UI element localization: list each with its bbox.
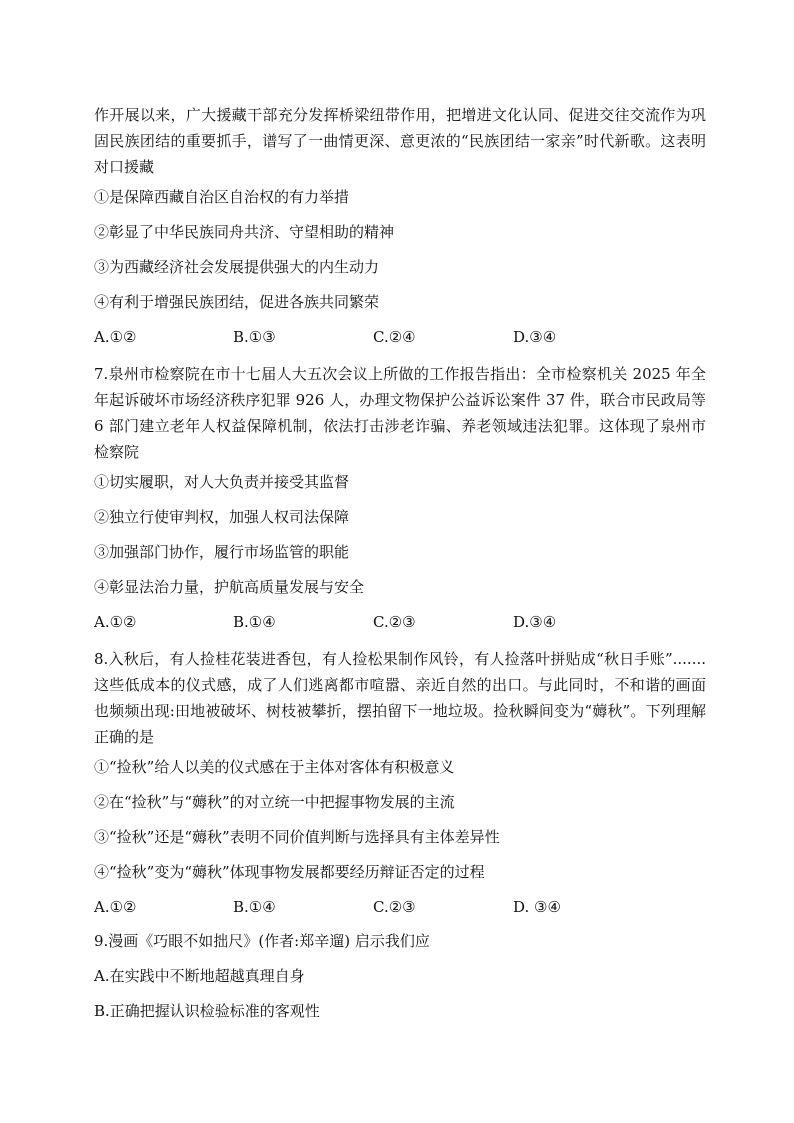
question-9-option-b: B.正确把握认识检验标准的客观性 — [94, 1002, 320, 1020]
question-8-choice-b: B.①④ — [233, 898, 276, 916]
question-6-option-4: ④有利于增强民族团结，促进各族共同繁荣 — [94, 293, 380, 311]
question-9-option-a: A.在实践中不断地超越真理自身 — [94, 967, 305, 985]
question-9 — [94, 931, 706, 1021]
question-7-option-2: ②独立行使审判权，加强人权司法保障 — [94, 508, 350, 526]
question-7-choice-c: C.②③ — [373, 613, 416, 631]
question-7-choice-a: A.①② — [94, 613, 137, 631]
question-8-choice-d: D. ③④ — [513, 898, 561, 916]
question-8-choice-a: A.①② — [94, 898, 137, 916]
question-7-option-1: ①切实履职，对人大负责并接受其监督 — [94, 473, 350, 491]
question-8-option-3: ③“捡秋”还是“薅秋”表明不同价值判断与选择具有主体差异性 — [94, 828, 500, 846]
question-6-option-3: ③为西藏经济社会发展提供强大的内生动力 — [94, 258, 380, 276]
question-8-option-1: ①“捡秋”给人以美的仪式感在于主体对客体有积极意义 — [94, 758, 455, 776]
question-7-choice-d: D.③④ — [513, 613, 557, 631]
question-9-stem: 9.漫画《巧眼不如拙尺》(作者:郑辛遛) 启示我们应 — [94, 932, 430, 950]
question-8-option-2: ②在“捡秋”与“薅秋”的对立统一中把握事物发展的主流 — [94, 793, 455, 811]
question-7-stem: 7.泉州市检察院在市十七届人大五次会议上所做的工作报告指出：全市检察机关 2025 年全年起诉破坏市场经济秩序犯罪 926 人，办理文物保护公益诉讼案件 37 件，联合市民政局等 6 部门建立老年人权益保障机制，依法打击涉老诈骗、养老领域违法犯罪。这体现了泉州市检察院 — [94, 365, 706, 461]
exam-page — [94, 102, 706, 1021]
question-8-stem: 8.入秋后，有人捡桂花装进香包，有人捡松果制作风铃，有人捡落叶拼贴成“秋日手账”.......这些低成本的仪式感，成了人们逃离都市喧嚣、亲近自然的出口。与此同时，不和谐的画面也频频出现:田地被破坏、树枝被攀折，摆拍留下一地垃圾。捡秋瞬间变为“薅秋”。下列理解正确的是 — [94, 650, 706, 746]
question-6-stem: 作开展以来，广大援藏干部充分发挥桥梁纽带作用，把增进文化认同、促进交往交流作为巩固民族团结的重要抓手，谱写了一曲情更深、意更浓的“民族团结一家亲”时代新歌。这表明对口援藏 — [94, 106, 706, 176]
question-6-choice-c: C.②④ — [373, 328, 416, 346]
question-8-option-4: ④“捡秋”变为“薅秋”体现事物发展都要经历辩证否定的过程 — [94, 863, 485, 881]
question-7-choices — [94, 612, 706, 632]
question-7-option-3: ③加强部门协作，履行市场监管的职能 — [94, 543, 350, 561]
question-6-choice-a: A.①② — [94, 328, 137, 346]
question-8-choices — [94, 897, 706, 917]
question-6-option-2: ②彰显了中华民族同舟共济、守望相助的精神 — [94, 223, 395, 241]
question-8-choice-c: C.②③ — [373, 898, 416, 916]
question-7-option-4: ④彰显法治力量，护航高质量发展与安全 — [94, 578, 365, 596]
question-6-option-1: ①是保障西藏自治区自治权的有力举措 — [94, 188, 350, 206]
question-8 — [94, 646, 706, 917]
question-7-choice-b: B.①④ — [233, 613, 276, 631]
question-6 — [94, 102, 706, 347]
question-6-choices — [94, 327, 706, 347]
question-6-choice-d: D.③④ — [513, 328, 557, 346]
question-7 — [94, 361, 706, 632]
question-6-choice-b: B.①③ — [233, 328, 276, 346]
